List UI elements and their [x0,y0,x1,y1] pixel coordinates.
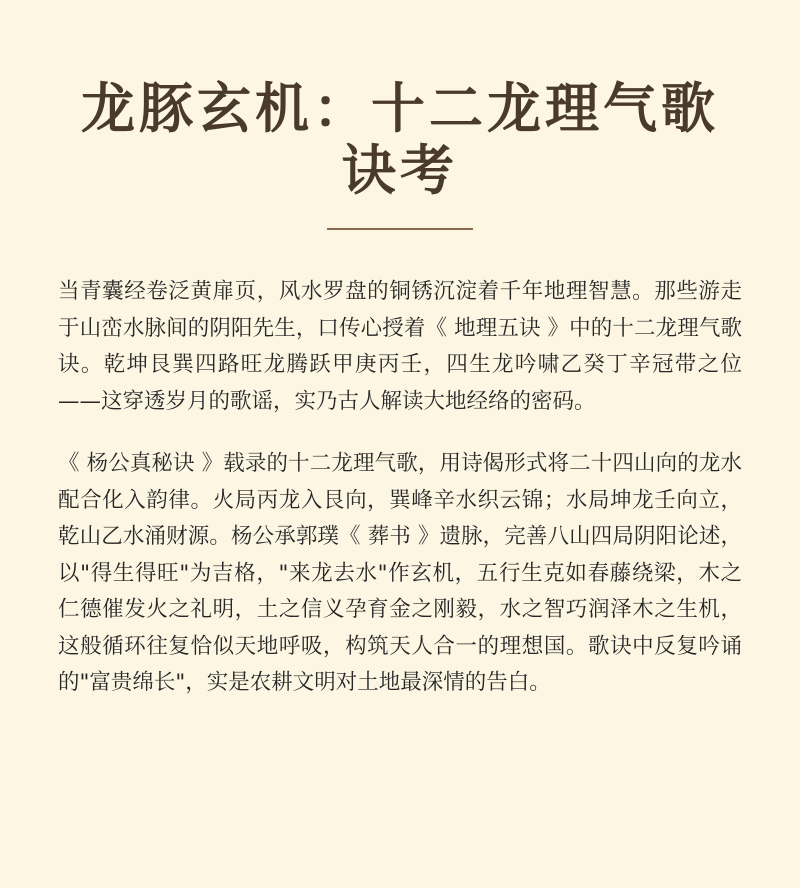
article-body [58,274,742,702]
title-divider [327,228,473,230]
paragraph-intro: 当青囊经卷泛黄扉页，风水罗盘的铜锈沉淀着千年地理智慧。那些游走于山峦水脉间的阴阳先生，口传心授着《 地理五诀 》中的十二龙理气歌诀。乾坤艮巽四路旺龙腾跃甲庚丙壬，四生龙吟啸乙癸丁辛冠带之位——这穿透岁月的歌谣，实乃古人解读大地经络的密码。 [58,279,742,414]
article-title: 龙豚玄机：十二龙理气歌诀考 [81,77,719,202]
paragraph-yanggong: 《 杨公真秘诀 》载录的十二龙理气歌，用诗偈形式将二十四山向的龙水配合化入韵律。火局丙龙入艮向，巽峰辛水织云锦；水局坤龙壬向立，乾山乙水涌财源。杨公承郭璞《 葬书 》遗脉，完善八山四局阴阳论述，以"得生得旺"为吉格，"来龙去水"作玄机，五行生克如春藤绕梁，木之仁德催发火之礼明，土之信义孕育金之刚毅，水之智巧润泽木之生机，这般循环往复恰似天地呼吸，构筑天人合一的理想国。歌诀中反复吟诵的"富贵绵长"，实是农耕文明对土地最深情的告白。 [58,451,742,695]
